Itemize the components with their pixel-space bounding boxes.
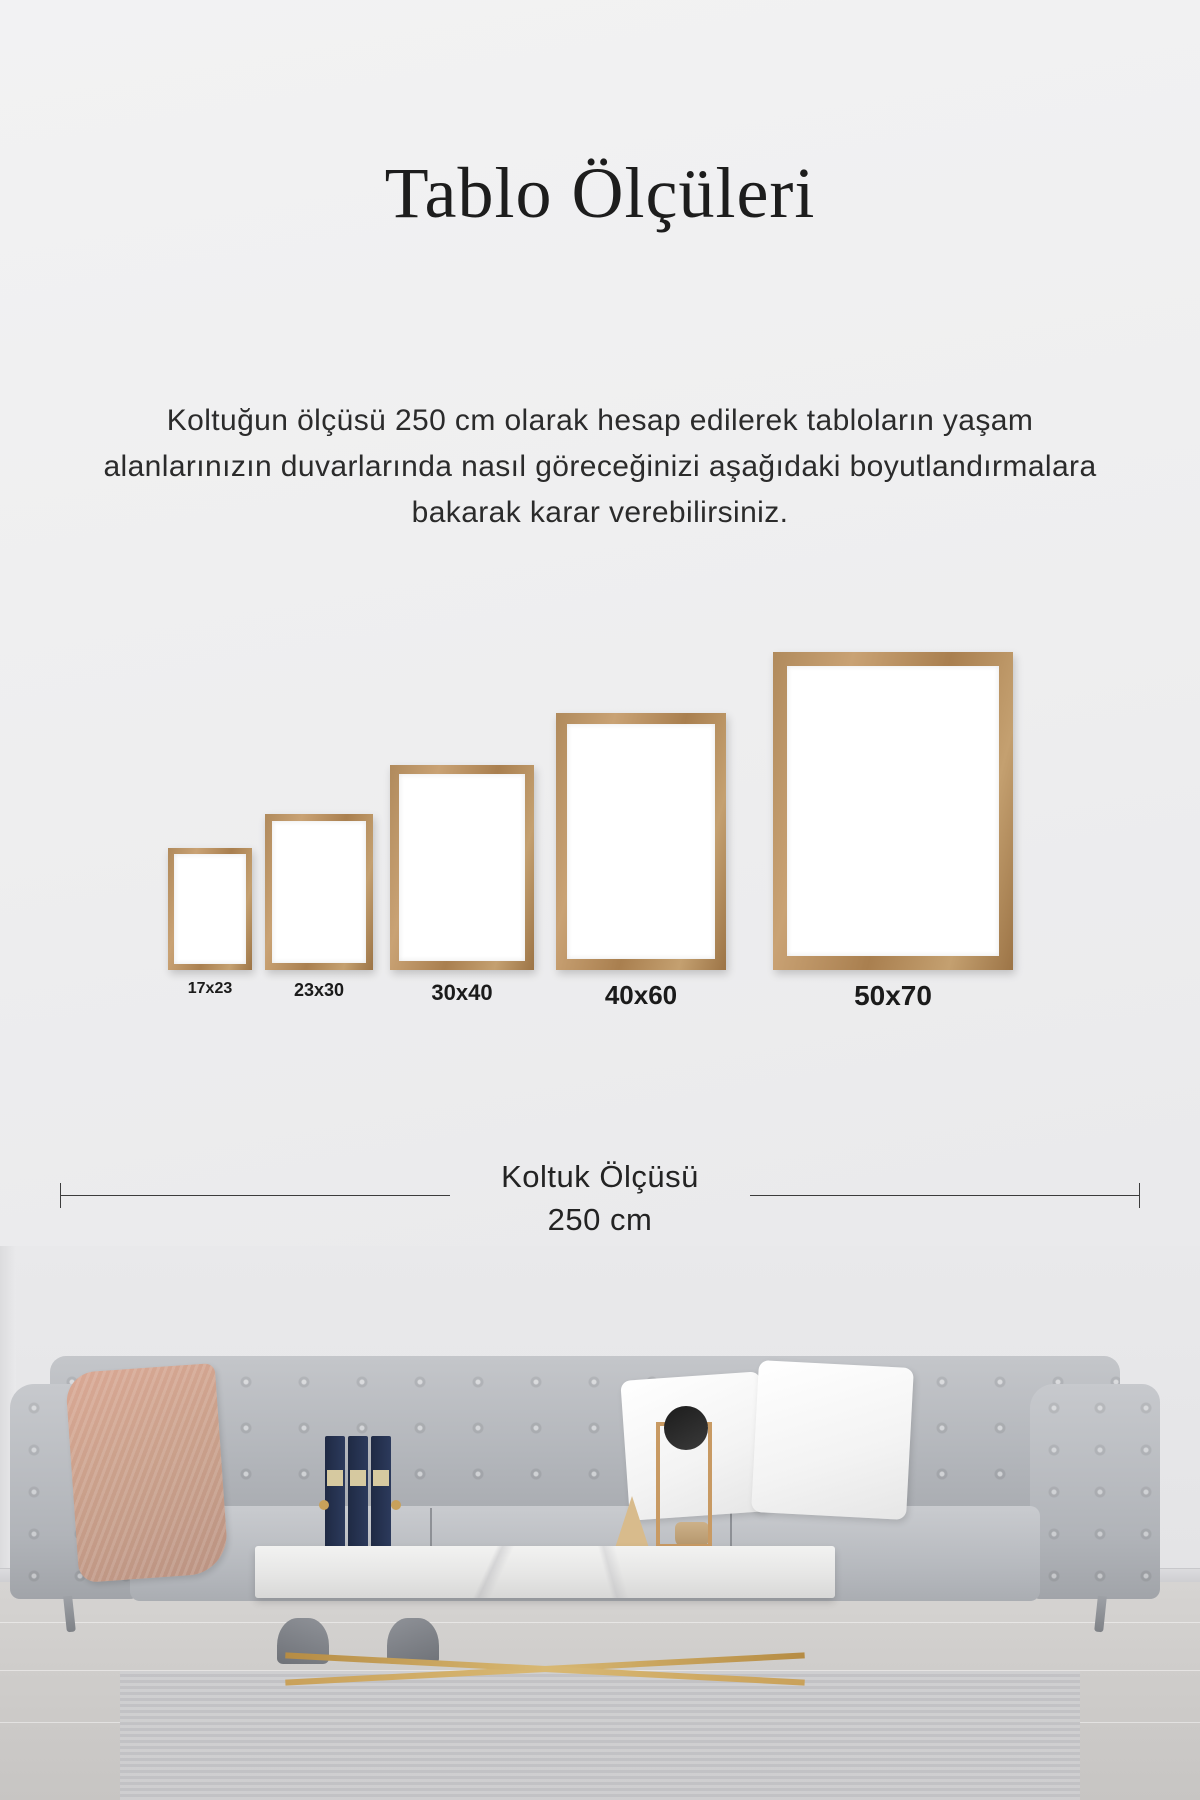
frame-size-comparison [0,640,1200,1090]
frame-mat [787,666,999,956]
frame-label-30x40: 30x40 [431,980,493,1005]
frame-group-30x40 [390,765,534,1005]
throw-blanket [65,1363,229,1583]
frame-group-23x30 [265,814,373,1000]
measure-label-line2: 250 cm [547,1202,653,1237]
frame-group-17x23 [168,848,252,997]
sofa-leg [1094,1596,1107,1633]
table-leg [243,1546,848,1746]
measure-label [0,1155,1200,1241]
frame-group-50x70 [773,652,1013,1011]
frame-label-50x70: 50x70 [854,980,932,1011]
frame-label-23x30: 23x30 [293,980,345,1000]
sofa-leg [63,1596,76,1633]
picture-frame [265,814,373,970]
table-lamp [650,1406,718,1548]
book-stack [325,1436,395,1548]
picture-frame [556,713,726,970]
coffee-table [255,1546,835,1796]
frame-mat [567,724,715,959]
frame-mat [272,821,366,963]
cushion [751,1360,914,1520]
picture-frame [773,652,1013,970]
decor-dot [319,1500,329,1510]
picture-frame [168,848,252,970]
page-description: Koltuğun ölçüsü 250 cm olarak hesap edilerek tabloların yaşam alanlarınızın duvarlarında nasıl göreceğinizi aşağıdaki boyutlandırmalara bakarak karar verebilirsiniz. [103,404,1097,529]
frame-label-40x60: 40x60 [604,980,678,1010]
frame-mat [174,854,246,964]
page-title: Tablo Ölçüleri [384,153,816,233]
decor-dot [391,1500,401,1510]
measure-label-line1: Koltuk Ölçüsü [501,1159,699,1194]
picture-frame [390,765,534,970]
frame-group-40x60 [556,713,726,1010]
room-photo [0,1246,1200,1800]
table-leg [243,1746,848,1800]
frame-label-17x23: 17x23 [187,980,233,997]
frame-mat [399,774,525,961]
sofa-arm-right [1030,1384,1160,1599]
wooden-cone [615,1496,649,1548]
sofa-measure-annotation [0,1155,1200,1235]
